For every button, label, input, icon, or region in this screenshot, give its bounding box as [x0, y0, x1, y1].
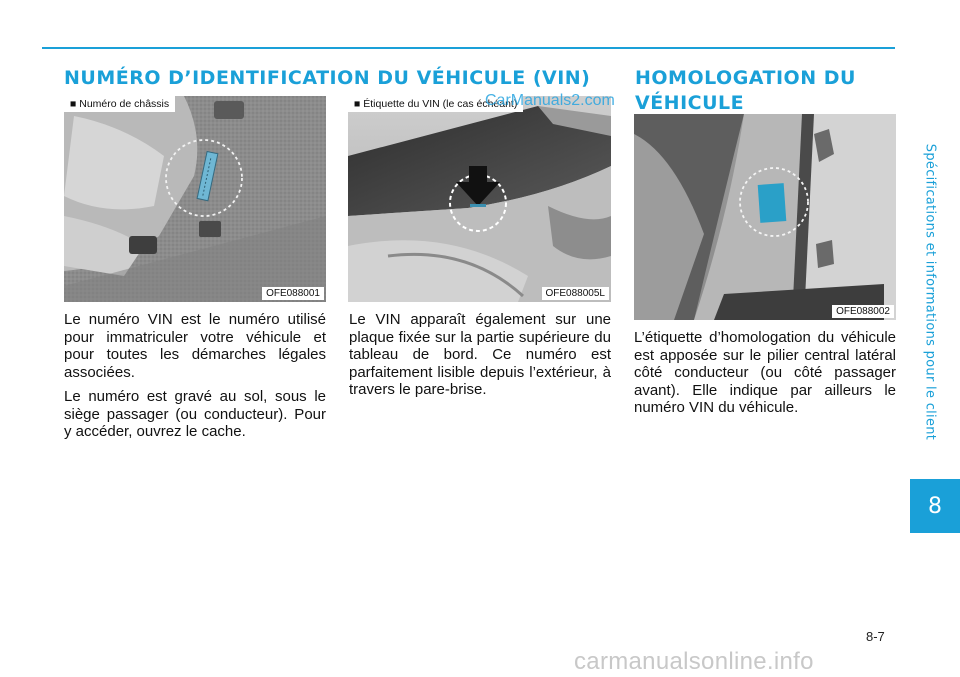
figure2-code: OFE088005L [542, 287, 610, 300]
vin-paragraph-3: Le VIN apparaît également sur une plaque fixée sur la partie supérieure du tableau de bord. Ce numéro est parfaitement lisible depuis l’extérieur, à travers le pare-brise. [349, 311, 611, 398]
vin-text-column1 [64, 311, 326, 448]
vin-section-title: NUMÉRO D’IDENTIFICATION DU VÉHICULE (VIN) [64, 67, 591, 89]
vin-paragraph-1: Le numéro VIN est le numéro utilisé pour immatriculer votre véhicule et pour toutes les démarches légales associées. [64, 311, 326, 381]
figure3-code: OFE088002 [832, 305, 894, 318]
homologation-text-column [634, 329, 896, 424]
chapter-tab[interactable]: 8 [910, 479, 960, 533]
figure1-code: OFE088001 [262, 287, 324, 300]
watermark-bottom: carmanualsonline.info [574, 648, 814, 675]
page-number: 8-7 [866, 629, 885, 644]
homologation-title-line2: VÉHICULE [635, 92, 745, 114]
chapter-side-label-text: Spécifications et informations pour le client [922, 143, 938, 441]
chapter-side-label [900, 92, 960, 492]
watermark-top: CarManuals2.com [485, 92, 615, 109]
chassis-number-photo [64, 96, 326, 302]
figure1-caption: ■ Numéro de châssis [64, 96, 175, 112]
windshield-vin-photo [348, 96, 611, 302]
top-rule [42, 47, 895, 49]
homologation-section-title [635, 66, 856, 116]
vin-paragraph-2: Le numéro est gravé au sol, sous le siège passager (ou conducteur). Pour y accéder, ouvrez le cache. [64, 388, 326, 440]
homologation-title-line1: HOMOLOGATION DU [635, 67, 856, 89]
homologation-paragraph: L’étiquette d’homologation du véhicule est apposée sur le pilier central latéral côté conducteur (ou côté passager avant). Elle indique par ailleurs le numéro VIN du véhicule. [634, 329, 896, 416]
vin-text-column2 [349, 311, 611, 406]
figure2-caption: ■ Étiquette du VIN (le cas échéant) [348, 96, 523, 112]
door-pillar-label-photo [634, 114, 896, 320]
